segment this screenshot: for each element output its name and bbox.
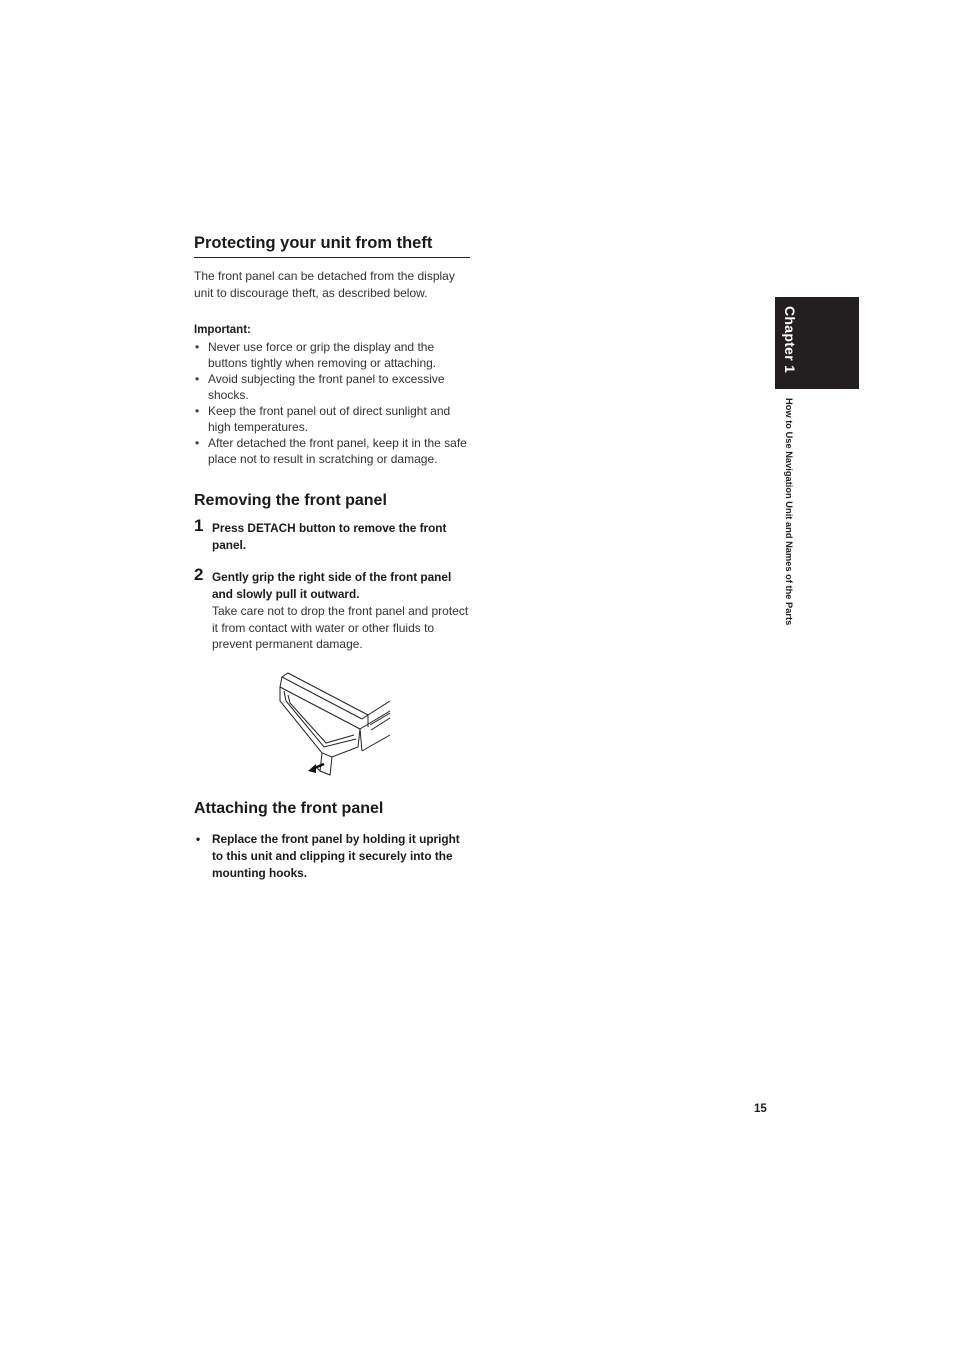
step-body: Take care not to drop the front panel and protect it from contact with water or other fluids to prevent permanent damage. (212, 604, 469, 651)
important-item: • Avoid subjecting the front panel to excessive shocks. (194, 371, 470, 403)
heading-attaching-panel: Attaching the front panel (194, 799, 384, 817)
panel-removal-illustration (272, 667, 392, 777)
step-1 (194, 516, 470, 554)
chapter-label: Chapter 1 (782, 306, 798, 374)
main-column (194, 233, 470, 882)
heading-protecting-unit: Protecting your unit from theft (194, 233, 470, 258)
step-title: Gently grip the right side of the front panel and slowly pull it outward. (212, 570, 452, 601)
attach-instruction: • Replace the front panel by holding it upright to this unit and clipping it securely into the mounting hooks. (194, 831, 470, 882)
side-running-title: How to Use Navigation Unit and Names of the Parts (784, 398, 794, 626)
important-label: Important: (194, 324, 251, 336)
important-item: • Keep the front panel out of direct sunlight and high temperatures. (194, 403, 470, 435)
page-number: 15 (754, 1103, 767, 1115)
step-title: Press DETACH button to remove the front panel. (212, 521, 447, 552)
intro-paragraph: The front panel can be detached from the display unit to discourage theft, as described below. (194, 269, 455, 300)
important-item: • After detached the front panel, keep it in the safe place not to result in scratching or damage. (194, 435, 470, 467)
step-number: 1 (194, 516, 204, 535)
heading-removing-panel: Removing the front panel (194, 492, 387, 509)
important-item: • Never use force or grip the display and the buttons tightly when removing or attaching. (194, 339, 470, 371)
side-running-title-wrap (780, 398, 798, 683)
chapter-tab-label-wrap (775, 297, 805, 389)
important-list (194, 339, 470, 467)
step-2 (194, 565, 470, 653)
step-number: 2 (194, 565, 204, 584)
front-panel-drawing (272, 667, 392, 777)
